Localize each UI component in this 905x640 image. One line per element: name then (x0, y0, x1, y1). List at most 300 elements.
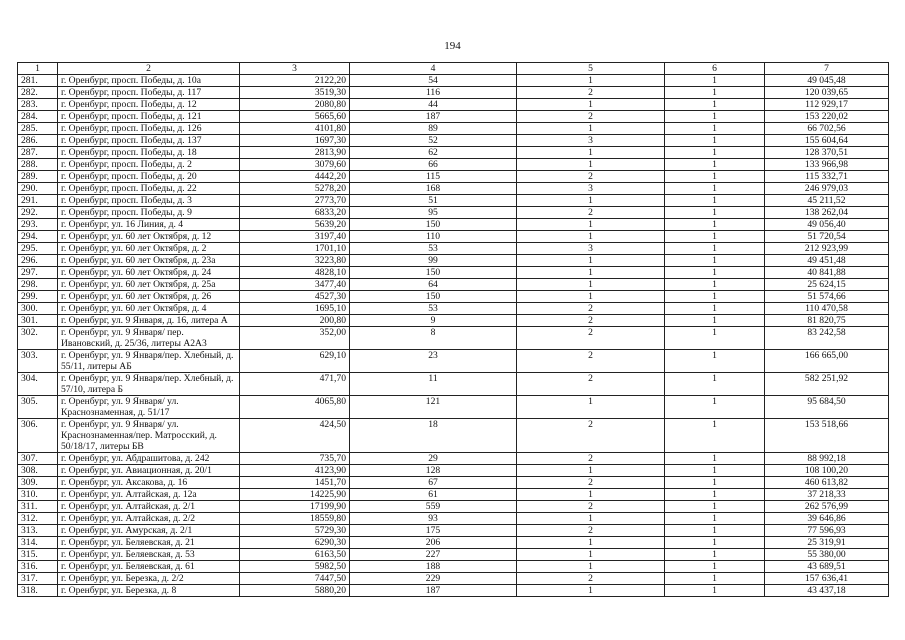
address-cell: г. Оренбург, ул. Алтайская, д. 12а (58, 489, 240, 501)
area-cell: 6833,20 (240, 207, 350, 219)
table-row (18, 489, 889, 501)
table-row (18, 303, 889, 315)
count-cell: 8 (350, 327, 517, 350)
value-6-cell: 1 (665, 561, 765, 573)
value-5-cell: 2 (517, 477, 665, 489)
value-5-cell: 2 (517, 453, 665, 465)
address-cell: г. Оренбург, просп. Победы, д. 126 (58, 123, 240, 135)
count-cell: 115 (350, 171, 517, 183)
table-row (18, 195, 889, 207)
row-number: 316. (18, 561, 58, 573)
row-number: 283. (18, 99, 58, 111)
value-6-cell: 1 (665, 183, 765, 195)
address-cell: г. Оренбург, ул. Беляевская, д. 61 (58, 561, 240, 573)
row-number: 293. (18, 219, 58, 231)
count-cell: 150 (350, 267, 517, 279)
amount-cell: 45 211,52 (765, 195, 889, 207)
value-5-cell: 1 (517, 123, 665, 135)
value-6-cell: 1 (665, 99, 765, 111)
area-cell: 3197,40 (240, 231, 350, 243)
address-cell: г. Оренбург, ул. 16 Линия, д. 4 (58, 219, 240, 231)
amount-cell: 40 841,88 (765, 267, 889, 279)
amount-cell: 166 665,00 (765, 350, 889, 373)
address-cell: г. Оренбург, просп. Победы, д. 12 (58, 99, 240, 111)
value-6-cell: 1 (665, 453, 765, 465)
value-6-cell: 1 (665, 303, 765, 315)
amount-cell: 77 596,93 (765, 525, 889, 537)
value-6-cell: 1 (665, 465, 765, 477)
value-5-cell: 1 (517, 489, 665, 501)
area-cell: 5982,50 (240, 561, 350, 573)
count-cell: 89 (350, 123, 517, 135)
table-row (18, 243, 889, 255)
table-row (18, 207, 889, 219)
amount-cell: 51 574,66 (765, 291, 889, 303)
address-cell: г. Оренбург, ул. 9 Января/ ул. Краснознаменная/пер. Матросский, д. 50/18/17, литеры БВ (58, 419, 240, 453)
area-cell: 2813,90 (240, 147, 350, 159)
table-row (18, 477, 889, 489)
value-5-cell: 2 (517, 315, 665, 327)
table-row (18, 99, 889, 111)
row-number: 313. (18, 525, 58, 537)
table-row (18, 159, 889, 171)
row-number: 291. (18, 195, 58, 207)
table-row (18, 350, 889, 373)
amount-cell: 120 039,65 (765, 87, 889, 99)
area-cell: 4527,30 (240, 291, 350, 303)
count-cell: 9 (350, 315, 517, 327)
value-5-cell: 3 (517, 183, 665, 195)
value-5-cell: 1 (517, 159, 665, 171)
amount-cell: 66 702,56 (765, 123, 889, 135)
area-cell: 5729,30 (240, 525, 350, 537)
table-row (18, 561, 889, 573)
count-cell: 61 (350, 489, 517, 501)
area-cell: 3519,30 (240, 87, 350, 99)
value-6-cell: 1 (665, 489, 765, 501)
data-table (17, 62, 889, 597)
amount-cell: 51 720,54 (765, 231, 889, 243)
count-cell: 150 (350, 291, 517, 303)
count-cell: 11 (350, 373, 517, 396)
value-6-cell: 1 (665, 243, 765, 255)
value-6-cell: 1 (665, 147, 765, 159)
table-row (18, 453, 889, 465)
value-6-cell: 1 (665, 350, 765, 373)
column-header: 1 (18, 63, 58, 75)
value-6-cell: 1 (665, 159, 765, 171)
count-cell: 66 (350, 159, 517, 171)
count-cell: 187 (350, 111, 517, 123)
amount-cell: 43 689,51 (765, 561, 889, 573)
row-number: 287. (18, 147, 58, 159)
table-row (18, 549, 889, 561)
area-cell: 4442,20 (240, 171, 350, 183)
address-cell: г. Оренбург, просп. Победы, д. 9 (58, 207, 240, 219)
table-row (18, 291, 889, 303)
row-number: 285. (18, 123, 58, 135)
address-cell: г. Оренбург, ул. 9 Января/ ул. Краснознаменная, д. 51/17 (58, 396, 240, 419)
row-number: 297. (18, 267, 58, 279)
row-number: 288. (18, 159, 58, 171)
area-cell: 17199,90 (240, 501, 350, 513)
amount-cell: 115 332,71 (765, 171, 889, 183)
area-cell: 629,10 (240, 350, 350, 373)
address-cell: г. Оренбург, просп. Победы, д. 117 (58, 87, 240, 99)
count-cell: 175 (350, 525, 517, 537)
value-6-cell: 1 (665, 315, 765, 327)
row-number: 309. (18, 477, 58, 489)
area-cell: 18559,80 (240, 513, 350, 525)
count-cell: 559 (350, 501, 517, 513)
address-cell: г. Оренбург, ул. Беляевская, д. 21 (58, 537, 240, 549)
address-cell: г. Оренбург, ул. 60 лет Октября, д. 4 (58, 303, 240, 315)
row-number: 317. (18, 573, 58, 585)
table-row (18, 537, 889, 549)
value-6-cell: 1 (665, 419, 765, 453)
value-6-cell: 1 (665, 267, 765, 279)
table-row (18, 219, 889, 231)
amount-cell: 153 518,66 (765, 419, 889, 453)
address-cell: г. Оренбург, ул. Березка, д. 2/2 (58, 573, 240, 585)
count-cell: 206 (350, 537, 517, 549)
area-cell: 3477,40 (240, 279, 350, 291)
area-cell: 1695,10 (240, 303, 350, 315)
area-cell: 2080,80 (240, 99, 350, 111)
value-5-cell: 2 (517, 419, 665, 453)
row-number: 284. (18, 111, 58, 123)
amount-cell: 153 220,02 (765, 111, 889, 123)
area-cell: 424,50 (240, 419, 350, 453)
address-cell: г. Оренбург, просп. Победы, д. 18 (58, 147, 240, 159)
row-number: 311. (18, 501, 58, 513)
value-5-cell: 1 (517, 585, 665, 597)
count-cell: 64 (350, 279, 517, 291)
value-6-cell: 1 (665, 171, 765, 183)
amount-cell: 460 613,82 (765, 477, 889, 489)
area-cell: 5665,60 (240, 111, 350, 123)
area-cell: 2773,70 (240, 195, 350, 207)
amount-cell: 95 684,50 (765, 396, 889, 419)
value-5-cell: 1 (517, 75, 665, 87)
amount-cell: 138 262,04 (765, 207, 889, 219)
value-5-cell: 1 (517, 513, 665, 525)
value-5-cell: 1 (517, 99, 665, 111)
count-cell: 93 (350, 513, 517, 525)
value-5-cell: 2 (517, 373, 665, 396)
count-cell: 99 (350, 255, 517, 267)
row-number: 303. (18, 350, 58, 373)
row-number: 294. (18, 231, 58, 243)
value-6-cell: 1 (665, 123, 765, 135)
address-cell: г. Оренбург, просп. Победы, д. 10а (58, 75, 240, 87)
row-number: 292. (18, 207, 58, 219)
table-row (18, 183, 889, 195)
amount-cell: 246 979,03 (765, 183, 889, 195)
value-5-cell: 1 (517, 279, 665, 291)
table-row (18, 87, 889, 99)
amount-cell: 155 604,64 (765, 135, 889, 147)
row-number: 298. (18, 279, 58, 291)
row-number: 315. (18, 549, 58, 561)
amount-cell: 55 380,00 (765, 549, 889, 561)
area-cell: 1451,70 (240, 477, 350, 489)
column-header: 4 (350, 63, 517, 75)
value-6-cell: 1 (665, 396, 765, 419)
amount-cell: 49 451,48 (765, 255, 889, 267)
value-5-cell: 1 (517, 195, 665, 207)
table-row (18, 573, 889, 585)
value-5-cell: 1 (517, 219, 665, 231)
count-cell: 110 (350, 231, 517, 243)
row-number: 286. (18, 135, 58, 147)
address-cell: г. Оренбург, ул. Беляевская, д. 53 (58, 549, 240, 561)
value-5-cell: 1 (517, 231, 665, 243)
count-cell: 62 (350, 147, 517, 159)
amount-cell: 128 370,51 (765, 147, 889, 159)
value-5-cell: 2 (517, 327, 665, 350)
table-row (18, 255, 889, 267)
address-cell: г. Оренбург, ул. Амурская, д. 2/1 (58, 525, 240, 537)
table-row (18, 111, 889, 123)
table-row (18, 373, 889, 396)
value-5-cell: 2 (517, 501, 665, 513)
area-cell: 352,00 (240, 327, 350, 350)
area-cell: 7447,50 (240, 573, 350, 585)
row-number: 296. (18, 255, 58, 267)
amount-cell: 133 966,98 (765, 159, 889, 171)
table-row (18, 231, 889, 243)
row-number: 318. (18, 585, 58, 597)
amount-cell: 37 218,33 (765, 489, 889, 501)
address-cell: г. Оренбург, ул. Алтайская, д. 2/2 (58, 513, 240, 525)
value-6-cell: 1 (665, 327, 765, 350)
column-header: 3 (240, 63, 350, 75)
row-number: 302. (18, 327, 58, 350)
address-cell: г. Оренбург, просп. Победы, д. 2 (58, 159, 240, 171)
table-row (18, 419, 889, 453)
count-cell: 53 (350, 243, 517, 255)
address-cell: г. Оренбург, ул. 9 Января, д. 16, литера А (58, 315, 240, 327)
value-5-cell: 2 (517, 350, 665, 373)
value-6-cell: 1 (665, 279, 765, 291)
value-6-cell: 1 (665, 537, 765, 549)
value-5-cell: 2 (517, 87, 665, 99)
count-cell: 53 (350, 303, 517, 315)
value-5-cell: 1 (517, 147, 665, 159)
area-cell: 1701,10 (240, 243, 350, 255)
area-cell: 6290,30 (240, 537, 350, 549)
count-cell: 188 (350, 561, 517, 573)
row-number: 290. (18, 183, 58, 195)
area-cell: 200,80 (240, 315, 350, 327)
area-cell: 3079,60 (240, 159, 350, 171)
amount-cell: 43 437,18 (765, 585, 889, 597)
count-cell: 116 (350, 87, 517, 99)
table-row (18, 75, 889, 87)
area-cell: 735,70 (240, 453, 350, 465)
area-cell: 4123,90 (240, 465, 350, 477)
address-cell: г. Оренбург, просп. Победы, д. 22 (58, 183, 240, 195)
value-6-cell: 1 (665, 231, 765, 243)
amount-cell: 112 929,17 (765, 99, 889, 111)
column-header: 7 (765, 63, 889, 75)
area-cell: 2122,20 (240, 75, 350, 87)
amount-cell: 108 100,20 (765, 465, 889, 477)
row-number: 307. (18, 453, 58, 465)
row-number: 300. (18, 303, 58, 315)
table-row (18, 315, 889, 327)
table-body (18, 75, 889, 597)
row-number: 312. (18, 513, 58, 525)
value-5-cell: 1 (517, 537, 665, 549)
value-6-cell: 1 (665, 525, 765, 537)
value-6-cell: 1 (665, 501, 765, 513)
area-cell: 5639,20 (240, 219, 350, 231)
value-5-cell: 2 (517, 171, 665, 183)
row-number: 314. (18, 537, 58, 549)
value-5-cell: 2 (517, 303, 665, 315)
address-cell: г. Оренбург, ул. 9 Января/пер. Хлебный, д. 57/10, литера Б (58, 373, 240, 396)
amount-cell: 582 251,92 (765, 373, 889, 396)
address-cell: г. Оренбург, ул. Аксакова, д. 16 (58, 477, 240, 489)
table-row (18, 396, 889, 419)
count-cell: 54 (350, 75, 517, 87)
row-number: 310. (18, 489, 58, 501)
table-row (18, 465, 889, 477)
value-6-cell: 1 (665, 195, 765, 207)
count-cell: 52 (350, 135, 517, 147)
address-cell: г. Оренбург, ул. 60 лет Октября, д. 12 (58, 231, 240, 243)
table-row (18, 135, 889, 147)
value-5-cell: 2 (517, 573, 665, 585)
value-5-cell: 2 (517, 525, 665, 537)
address-cell: г. Оренбург, просп. Победы, д. 20 (58, 171, 240, 183)
amount-cell: 83 242,58 (765, 327, 889, 350)
address-cell: г. Оренбург, просп. Победы, д. 121 (58, 111, 240, 123)
amount-cell: 157 636,41 (765, 573, 889, 585)
area-cell: 14225,90 (240, 489, 350, 501)
table-row (18, 147, 889, 159)
value-6-cell: 1 (665, 87, 765, 99)
value-6-cell: 1 (665, 75, 765, 87)
address-cell: г. Оренбург, ул. Алтайская, д. 2/1 (58, 501, 240, 513)
value-6-cell: 1 (665, 373, 765, 396)
count-cell: 29 (350, 453, 517, 465)
value-6-cell: 1 (665, 111, 765, 123)
value-6-cell: 1 (665, 573, 765, 585)
count-cell: 187 (350, 585, 517, 597)
amount-cell: 49 045,48 (765, 75, 889, 87)
value-5-cell: 1 (517, 549, 665, 561)
table-row (18, 171, 889, 183)
amount-cell: 39 646,86 (765, 513, 889, 525)
value-6-cell: 1 (665, 255, 765, 267)
page-number: 194 (444, 40, 461, 52)
table-row (18, 525, 889, 537)
row-number: 306. (18, 419, 58, 453)
count-cell: 229 (350, 573, 517, 585)
count-cell: 121 (350, 396, 517, 419)
count-cell: 44 (350, 99, 517, 111)
header-row (18, 63, 889, 75)
address-cell: г. Оренбург, ул. 9 Января/пер. Хлебный, д. 55/11, литеры АБ (58, 350, 240, 373)
row-number: 308. (18, 465, 58, 477)
address-cell: г. Оренбург, ул. 60 лет Октября, д. 25а (58, 279, 240, 291)
value-5-cell: 1 (517, 255, 665, 267)
value-5-cell: 1 (517, 396, 665, 419)
row-number: 304. (18, 373, 58, 396)
address-cell: г. Оренбург, ул. 60 лет Октября, д. 24 (58, 267, 240, 279)
count-cell: 150 (350, 219, 517, 231)
count-cell: 168 (350, 183, 517, 195)
column-header: 6 (665, 63, 765, 75)
value-6-cell: 1 (665, 219, 765, 231)
amount-cell: 212 923,99 (765, 243, 889, 255)
table-row (18, 267, 889, 279)
value-6-cell: 1 (665, 585, 765, 597)
area-cell: 1697,30 (240, 135, 350, 147)
table-row (18, 279, 889, 291)
area-cell: 4065,80 (240, 396, 350, 419)
value-6-cell: 1 (665, 513, 765, 525)
area-cell: 4101,80 (240, 123, 350, 135)
table-row (18, 327, 889, 350)
value-5-cell: 1 (517, 465, 665, 477)
value-6-cell: 1 (665, 291, 765, 303)
area-cell: 5278,20 (240, 183, 350, 195)
address-cell: г. Оренбург, ул. Абдрашитова, д. 242 (58, 453, 240, 465)
address-cell: г. Оренбург, ул. 9 Января/ пер. Ивановский, д. 25/36, литеры А2А3 (58, 327, 240, 350)
value-5-cell: 3 (517, 243, 665, 255)
value-6-cell: 1 (665, 207, 765, 219)
value-5-cell: 3 (517, 135, 665, 147)
address-cell: г. Оренбург, ул. Авиационная, д. 20/1 (58, 465, 240, 477)
amount-cell: 81 820,75 (765, 315, 889, 327)
count-cell: 67 (350, 477, 517, 489)
area-cell: 471,70 (240, 373, 350, 396)
row-number: 299. (18, 291, 58, 303)
column-header: 2 (58, 63, 240, 75)
value-6-cell: 1 (665, 477, 765, 489)
value-5-cell: 1 (517, 267, 665, 279)
address-cell: г. Оренбург, просп. Победы, д. 137 (58, 135, 240, 147)
address-cell: г. Оренбург, ул. 60 лет Октября, д. 26 (58, 291, 240, 303)
area-cell: 4828,10 (240, 267, 350, 279)
amount-cell: 262 576,99 (765, 501, 889, 513)
address-cell: г. Оренбург, ул. 60 лет Октября, д. 23а (58, 255, 240, 267)
area-cell: 5880,20 (240, 585, 350, 597)
table-row (18, 585, 889, 597)
count-cell: 51 (350, 195, 517, 207)
row-number: 295. (18, 243, 58, 255)
row-number: 305. (18, 396, 58, 419)
column-header: 5 (517, 63, 665, 75)
area-cell: 3223,80 (240, 255, 350, 267)
table-row (18, 501, 889, 513)
row-number: 301. (18, 315, 58, 327)
value-5-cell: 2 (517, 207, 665, 219)
row-number: 289. (18, 171, 58, 183)
value-5-cell: 1 (517, 561, 665, 573)
value-6-cell: 1 (665, 549, 765, 561)
amount-cell: 25 319,91 (765, 537, 889, 549)
amount-cell: 25 624,15 (765, 279, 889, 291)
table-row (18, 513, 889, 525)
address-cell: г. Оренбург, ул. Березка, д. 8 (58, 585, 240, 597)
table-row (18, 123, 889, 135)
address-cell: г. Оренбург, ул. 60 лет Октября, д. 2 (58, 243, 240, 255)
